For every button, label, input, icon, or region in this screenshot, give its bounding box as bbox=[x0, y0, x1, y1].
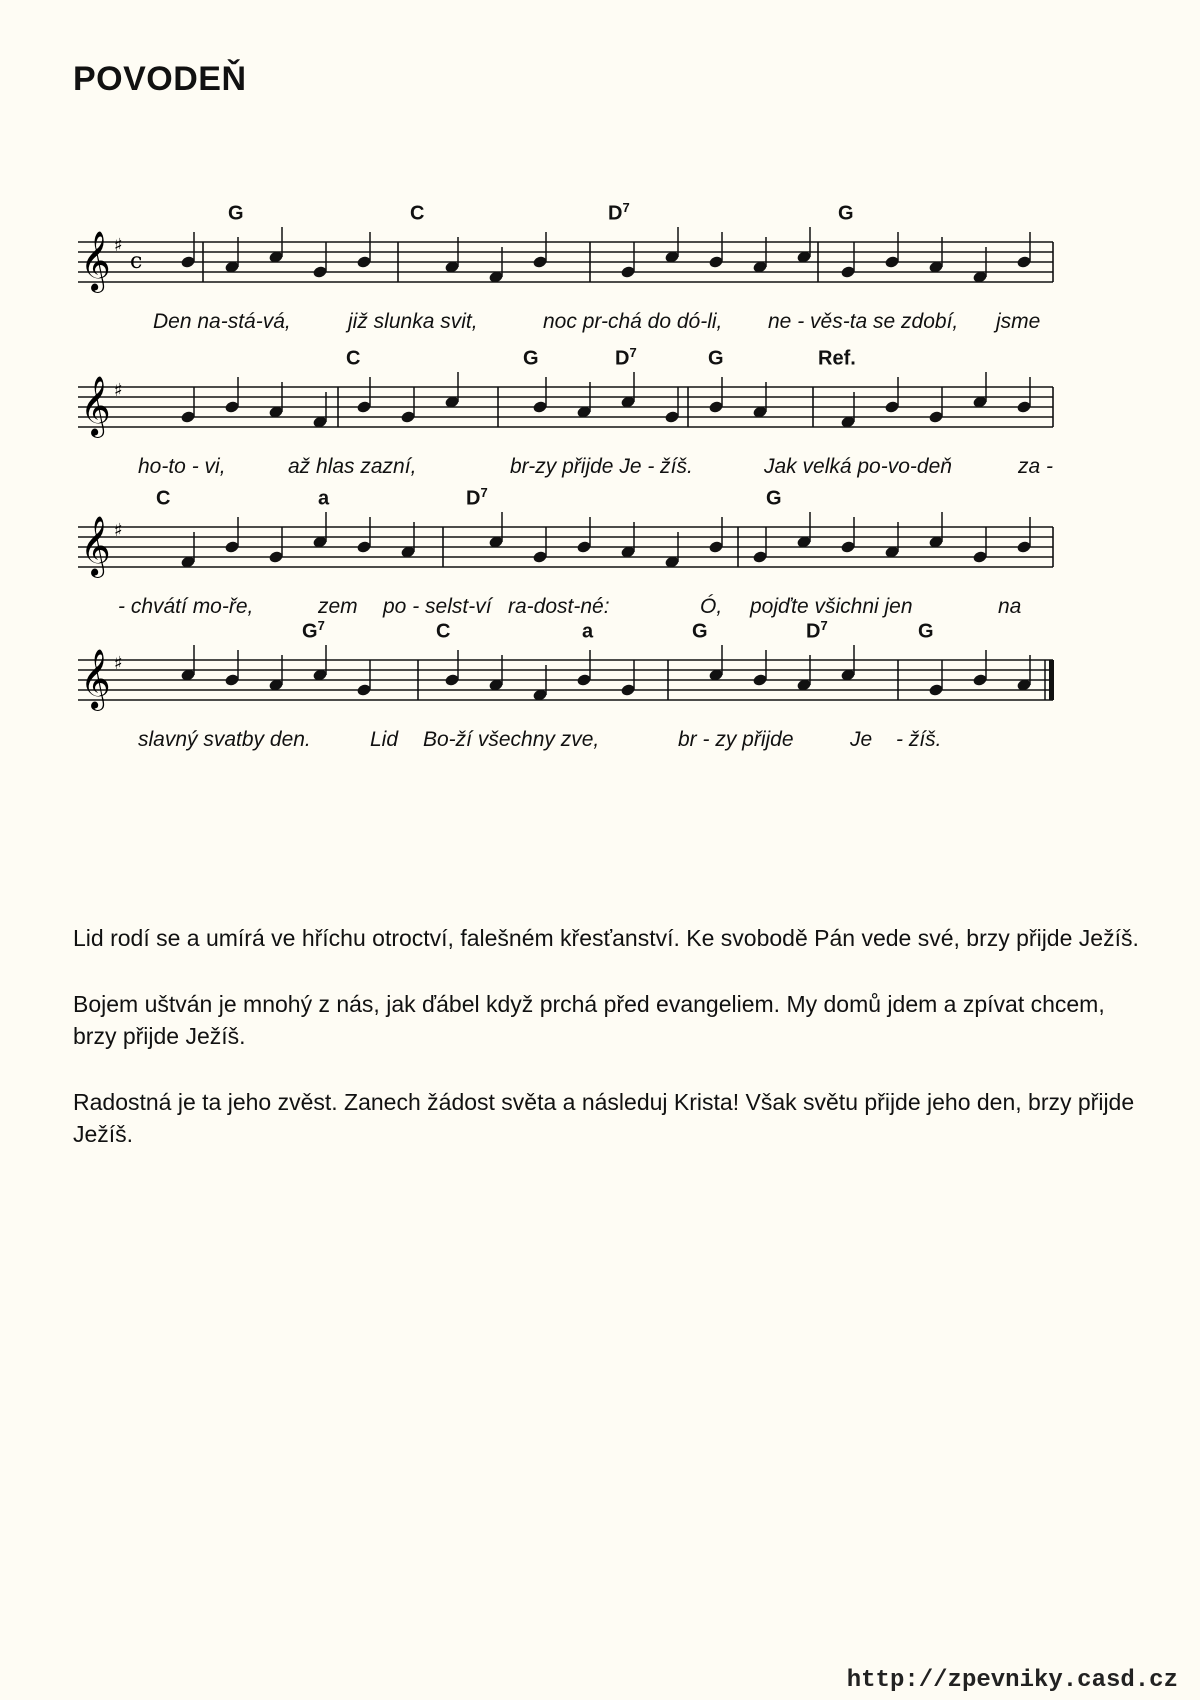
treble-clef-icon: 𝄞 bbox=[80, 376, 111, 436]
lyric-row bbox=[78, 728, 1148, 762]
lyric-fragment: Lid bbox=[370, 728, 399, 751]
lyric-fragment: Ó, bbox=[700, 595, 723, 618]
treble-clef-icon: 𝄞 bbox=[80, 231, 111, 291]
lyric-fragment: již slunka svit, bbox=[348, 310, 478, 333]
chord-symbol: G bbox=[523, 347, 539, 370]
sharp-icon: ♯ bbox=[114, 520, 123, 541]
chord-symbol: G bbox=[692, 620, 708, 643]
staff-4 bbox=[78, 648, 1148, 738]
lyric-fragment: br - zy přijde bbox=[678, 728, 794, 751]
lyric-fragment: zem bbox=[318, 595, 358, 618]
chord-symbol: $D^7$ bbox=[608, 200, 630, 225]
lyric-fragment: br-zy přijde Je - žíš. bbox=[510, 455, 693, 478]
final-bar-thick bbox=[1049, 660, 1054, 700]
chord-symbol: C bbox=[346, 347, 361, 370]
verse-paragraph: Radostná je ta jeho zvěst. Zanech žádost světa a následuj Krista! Však světu přijde jeho den, brzy přijde Ježíš. bbox=[73, 1089, 1135, 1147]
chord-row bbox=[78, 345, 1148, 375]
lyric-fragment: Bo-ží všechny zve, bbox=[423, 728, 600, 751]
lyric-fragment: Den na-stá-vá, bbox=[153, 310, 291, 333]
chord-symbol: $D^7$ bbox=[466, 485, 488, 510]
chord-row bbox=[78, 485, 1148, 515]
chord-symbol: G bbox=[766, 487, 782, 510]
lyric-fragment: až hlas zazní, bbox=[288, 455, 417, 478]
chord-symbol: C bbox=[156, 487, 171, 510]
song-title: POVODEŇ bbox=[73, 60, 247, 98]
chord-symbol: C bbox=[410, 202, 425, 225]
sharp-icon: ♯ bbox=[114, 653, 123, 674]
chord-symbol: G bbox=[918, 620, 934, 643]
verse-paragraph: Lid rodí se a umírá ve hříchu otroctví, falešném křesťanství. Ke svobodě Pán vede své, brzy přijde Ježíš. bbox=[73, 925, 1139, 951]
time-signature: c bbox=[130, 249, 143, 274]
lyric-fragment: po - selst-ví bbox=[383, 595, 492, 618]
lyric-fragment: ne - věs-ta se zdobí, bbox=[768, 310, 959, 333]
chord-row bbox=[78, 200, 1148, 230]
lyric-fragment: pojďte všichni jen bbox=[750, 595, 913, 618]
chord-symbol: a bbox=[582, 620, 594, 643]
music-system-3 bbox=[78, 485, 1148, 635]
verses bbox=[73, 922, 1153, 1184]
chord-row bbox=[78, 618, 1148, 648]
sharp-icon: ♯ bbox=[114, 380, 123, 401]
staff-3 bbox=[78, 515, 1148, 605]
music-system-4 bbox=[78, 618, 1148, 768]
chord-symbol: G bbox=[228, 202, 244, 225]
treble-clef-icon: 𝄞 bbox=[80, 516, 111, 576]
music-system-1 bbox=[78, 200, 1148, 350]
lyric-fragment: noc pr-chá do dó-li, bbox=[543, 310, 723, 333]
staff-2 bbox=[78, 375, 1148, 465]
chord-symbol: $G^7$ bbox=[302, 618, 325, 643]
music-system-2 bbox=[78, 345, 1148, 495]
chord-symbol: $D^7$ bbox=[806, 618, 828, 643]
staff-1 bbox=[78, 230, 1148, 320]
lyric-fragment: - žíš. bbox=[896, 728, 942, 751]
lyric-fragment: ra-dost-né: bbox=[508, 595, 610, 618]
chord-symbol: C bbox=[436, 620, 451, 643]
lyric-fragment: Jak velká po-vo-deň bbox=[764, 455, 952, 478]
chord-symbol: G bbox=[708, 347, 724, 370]
lyric-fragment: jsme bbox=[996, 310, 1041, 333]
verse-paragraph: Bojem uštván je mnohý z nás, jak ďábel když prchá před evangeliem. My domů jdem a zpívat chcem, brzy přijde Ježíš. bbox=[73, 991, 1105, 1049]
lyric-fragment: na bbox=[998, 595, 1022, 618]
lyric-row bbox=[78, 310, 1148, 344]
lyric-row bbox=[78, 455, 1148, 489]
sharp-icon: ♯ bbox=[114, 235, 123, 256]
refrain-marker: Ref. bbox=[818, 347, 856, 370]
chord-symbol: $D^7$ bbox=[615, 345, 637, 370]
lyric-fragment: - chvátí mo-ře, bbox=[118, 595, 254, 618]
lyric-fragment: ho-to - vi, bbox=[138, 455, 226, 478]
lyric-fragment: slavný svatby den. bbox=[138, 728, 311, 751]
lyric-fragment: za - bbox=[1018, 455, 1054, 478]
website-watermark: http://zpevniky.casd.cz bbox=[846, 1667, 1178, 1694]
treble-clef-icon: 𝄞 bbox=[80, 649, 111, 709]
lyric-fragment: Je bbox=[850, 728, 873, 751]
chord-symbol: a bbox=[318, 487, 330, 510]
chord-symbol: G bbox=[838, 202, 854, 225]
